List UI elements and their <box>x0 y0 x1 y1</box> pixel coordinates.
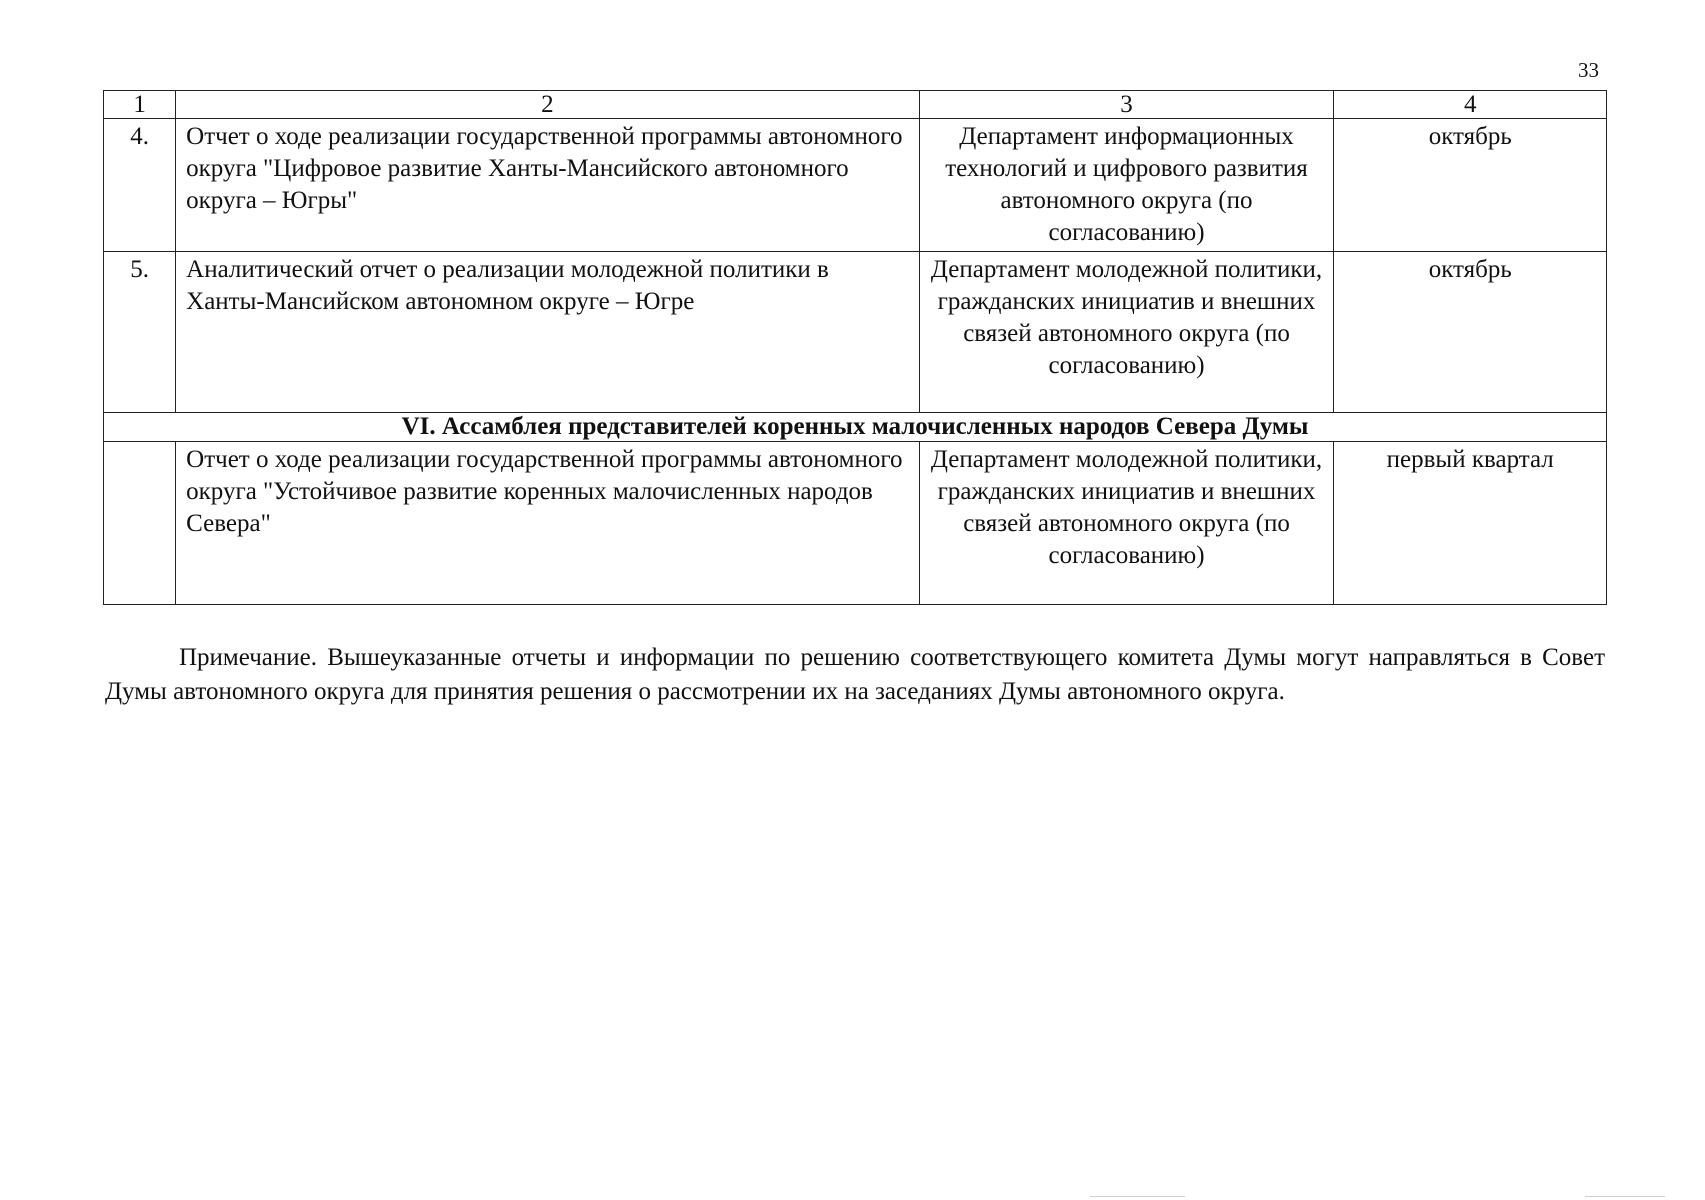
plan-table <box>103 90 1607 605</box>
header-cell-4: 4 <box>1334 91 1607 119</box>
report-name: Отчет о ходе реализации государственной программы автономного округа "Устойчивое развитие коренных малочисленных народов Севера" <box>176 442 919 605</box>
row-number: 4. <box>104 119 176 252</box>
report-name: Аналитический отчет о реализации молодежной политики в Ханты-Мансийском автономном округе – Югре <box>176 252 919 413</box>
header-cell-3: 3 <box>919 91 1334 119</box>
responsible-department: Департамент молодежной политики, гражданских инициатив и внешних связей автономного округа (по согласованию) <box>919 252 1334 413</box>
table-header-row <box>104 91 1607 119</box>
report-term: октябрь <box>1334 252 1607 413</box>
row-number: 5. <box>104 252 176 413</box>
report-term: первый квартал <box>1334 442 1607 605</box>
note-paragraph: Примечание. Вышеуказанные отчеты и информации по решению соответствующего комитета Думы могут направляться в Совет Думы автономного округа для принятия решения о рассмотрении их на заседаниях Думы автономного округа. <box>105 644 1605 705</box>
page-number: 33 <box>1578 58 1599 82</box>
responsible-department: Департамент молодежной политики, гражданских инициатив и внешних связей автономного округа (по согласованию) <box>919 442 1334 605</box>
section-header-row <box>104 413 1607 442</box>
row-number <box>104 442 176 605</box>
scan-artifact-line <box>1090 1196 1185 1197</box>
report-term: октябрь <box>1334 119 1607 252</box>
report-name: Отчет о ходе реализации государственной программы автономного округа "Цифровое развитие Ханты-Мансийского автономного округа – Югры" <box>176 119 919 252</box>
header-cell-2: 2 <box>176 91 919 119</box>
table-row <box>104 252 1607 413</box>
header-cell-1: 1 <box>104 91 176 119</box>
section-title: VI. Ассамблея представителей коренных малочисленных народов Севера Думы <box>104 413 1607 442</box>
scan-artifact-line <box>1585 1196 1665 1197</box>
table-row <box>104 442 1607 605</box>
responsible-department: Департамент информационных технологий и цифрового развития автономного округа (по согласованию) <box>919 119 1334 252</box>
table-row <box>104 119 1607 252</box>
